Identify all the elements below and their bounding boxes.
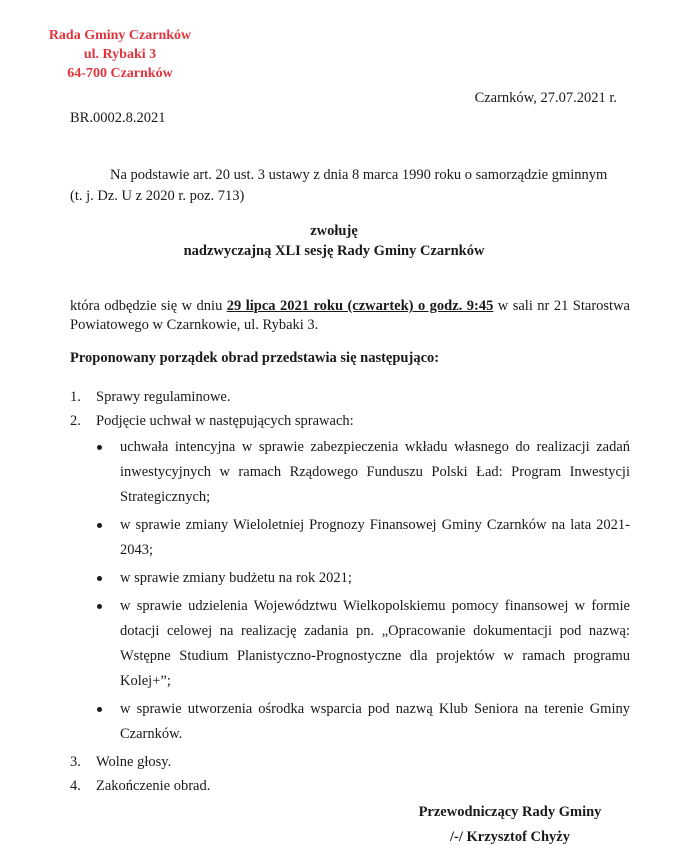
resolution-text: w sprawie udzielenia Województwu Wielkopolskiemu pomocy finansowej w formie dotacji celowej na realizację zadania pn. „Opracowanie dokumentacji pod nazwą: Wstępne Studium Planistyczno-Prognostyczne dla projektów w ramach programu Kolej+”; — [120, 598, 630, 689]
legal-basis-line-1: Na podstawie art. 20 ust. 3 ustawy z dnia 8 marca 1990 roku o samorządzie gminnym — [110, 167, 608, 183]
resolution-list — [70, 435, 630, 747]
agenda-item-number: 3. — [70, 754, 81, 770]
agenda-item-text: Wolne głosy. — [96, 754, 172, 770]
heading-line-2: nadzwyczajną XLI sesję Rady Gminy Czarnków — [183, 243, 485, 259]
convocation-heading — [0, 221, 684, 261]
bullet-icon — [97, 707, 102, 712]
bullet-icon — [97, 604, 102, 609]
agenda-item-text: Sprawy regulaminowe. — [96, 389, 231, 405]
agenda-item-text: Podjęcie uchwał w następujących sprawach: — [96, 413, 354, 429]
bullet-icon — [97, 576, 102, 581]
place-date: Czarnków, 27.07.2021 r. — [474, 90, 617, 106]
reference-number: BR.0002.8.2021 — [70, 110, 166, 126]
agenda-item-number: 4. — [70, 778, 81, 794]
resolution-item — [70, 697, 630, 747]
bullet-icon — [97, 523, 102, 528]
resolution-text: w sprawie zmiany budżetu na rok 2021; — [120, 570, 352, 586]
agenda-title: Proponowany porządek obrad przedstawia się następująco: — [70, 350, 440, 366]
resolution-text: w sprawie utworzenia ośrodka wsparcia pod nazwą Klub Seniora na terenie Gminy Czarnków. — [120, 701, 630, 742]
session-location: w sali nr 21 Starostwa Powiatowego w Czarnkowie, ul. Rybaki 3. — [70, 298, 630, 333]
agenda-item — [70, 385, 630, 409]
agenda-item — [70, 750, 630, 774]
agenda-item — [70, 774, 630, 798]
agenda-item-text: Zakończenie obrad. — [96, 778, 211, 794]
resolution-item — [70, 566, 630, 591]
signatory-name: /-/ Krzysztof Chyży — [450, 829, 570, 845]
heading-line-1: zwołuję — [310, 223, 358, 239]
council-stamp — [40, 26, 200, 83]
agenda-list — [70, 385, 630, 798]
bullet-icon — [97, 445, 102, 450]
stamp-line-council: Rada Gminy Czarnków — [48, 28, 192, 43]
resolution-item — [70, 594, 630, 694]
session-datetime: 29 lipca 2021 roku (czwartek) o godz. 9:45 — [226, 298, 494, 314]
signature-block — [400, 800, 620, 850]
stamp-line-postcode: 64-700 Czarnków — [67, 66, 173, 81]
signatory-title: Przewodniczący Rady Gminy — [418, 804, 602, 820]
agenda-item-number: 2. — [70, 413, 81, 429]
session-intro-text: która odbędzie się w dniu — [70, 298, 227, 314]
stamp-line-street: ul. Rybaki 3 — [83, 47, 157, 62]
session-details — [70, 297, 630, 335]
agenda-item — [70, 409, 630, 433]
legal-basis-line-2: (t. j. Dz. U z 2020 r. poz. 713) — [70, 188, 245, 204]
resolution-text: w sprawie zmiany Wieloletniej Prognozy Finansowej Gminy Czarnków na lata 2021-2043; — [120, 517, 630, 558]
resolution-item — [70, 435, 630, 510]
agenda-item-number: 1. — [70, 389, 81, 405]
resolution-text: uchwała intencyjna w sprawie zabezpieczenia wkładu własnego do realizacji zadań inwestycyjnych w ramach Rządowego Funduszu Polski Ład: Program Inwestycji Strategicznych; — [120, 439, 630, 505]
legal-basis — [70, 165, 630, 207]
resolution-item — [70, 513, 630, 563]
